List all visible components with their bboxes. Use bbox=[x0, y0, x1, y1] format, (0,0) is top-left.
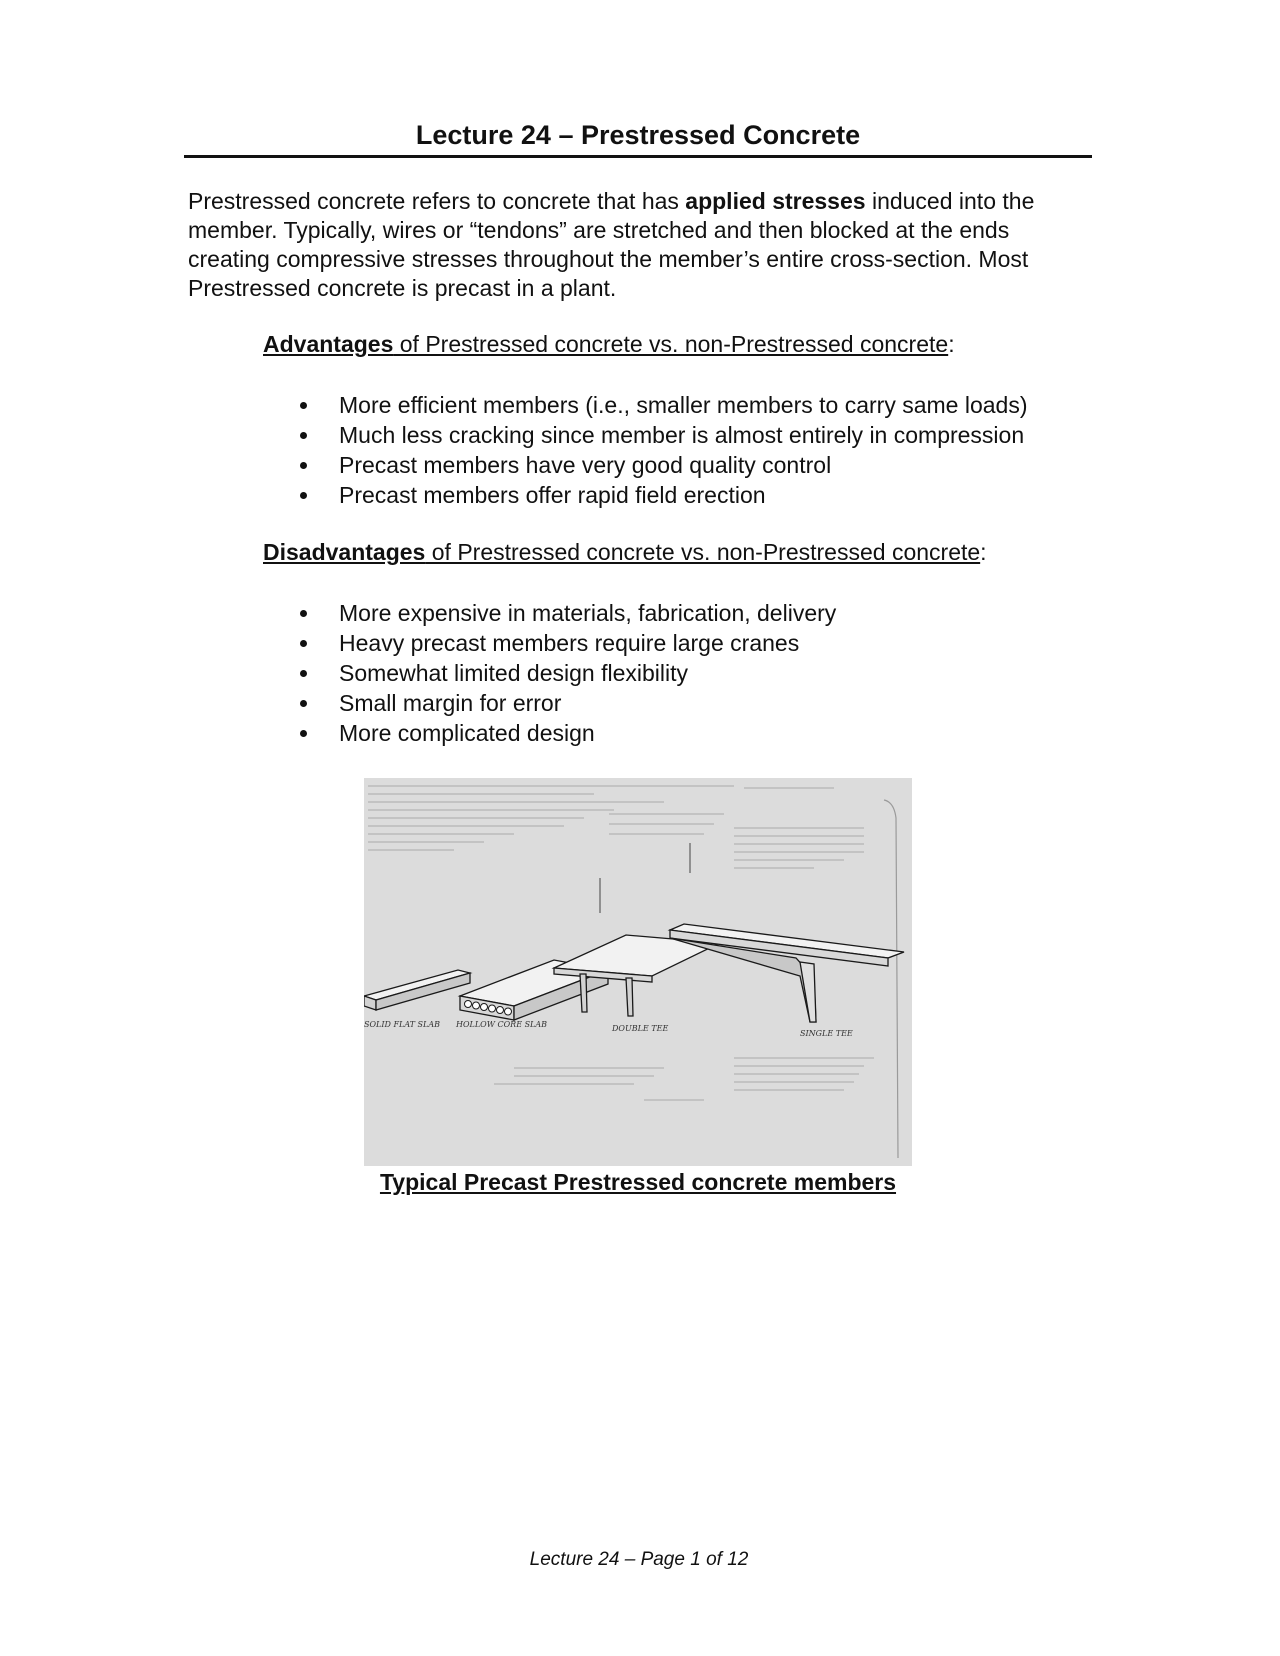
advantage-text: Precast members offer rapid field erection bbox=[339, 482, 766, 508]
bullet-icon bbox=[300, 402, 307, 409]
advantages-heading bbox=[263, 330, 955, 359]
advantage-text: Much less cracking since member is almost entirely in compression bbox=[339, 422, 1025, 448]
list-item bbox=[296, 628, 1116, 658]
list-item bbox=[296, 480, 1116, 510]
page-title: Lecture 24 – Prestressed Concrete bbox=[415, 120, 861, 150]
title-underline bbox=[184, 155, 1092, 158]
list-item bbox=[296, 420, 1116, 450]
bullet-icon bbox=[300, 640, 307, 647]
bullet-icon bbox=[300, 730, 307, 737]
advantages-list bbox=[296, 390, 1116, 510]
advantage-text: More efficient members (i.e., smaller members to carry same loads) bbox=[339, 392, 1028, 418]
disadvantages-heading-colon: : bbox=[980, 539, 987, 565]
intro-bold-term: applied stresses bbox=[685, 188, 866, 214]
disadvantages-heading-rest: of Prestressed concrete vs. non-Prestressed concrete bbox=[425, 539, 981, 565]
bullet-icon bbox=[300, 670, 307, 677]
label-double-tee: DOUBLE TEE bbox=[612, 1024, 669, 1033]
figure-caption: Typical Precast Prestressed concrete members bbox=[379, 1169, 897, 1195]
list-item bbox=[296, 598, 1116, 628]
label-solid-flat-slab: SOLID FLAT SLAB bbox=[364, 1020, 440, 1029]
advantages-heading-rest: of Prestressed concrete vs. non-Prestressed concrete bbox=[393, 331, 949, 357]
list-item bbox=[296, 688, 1116, 718]
list-item bbox=[296, 718, 1116, 748]
bullet-icon bbox=[300, 432, 307, 439]
precast-members-figure bbox=[364, 778, 912, 1166]
page-footer: Lecture 24 – Page 1 of 12 bbox=[529, 1549, 749, 1570]
disadvantage-text: More expensive in materials, fabrication, delivery bbox=[339, 600, 837, 626]
list-item bbox=[296, 390, 1116, 420]
disadvantage-text: Somewhat limited design flexibility bbox=[339, 660, 688, 686]
list-item bbox=[296, 450, 1116, 480]
disadvantages-list bbox=[296, 598, 1116, 748]
disadvantages-heading-lead: Disadvantages bbox=[263, 539, 426, 565]
disadvantages-heading bbox=[263, 538, 987, 567]
bullet-icon bbox=[300, 462, 307, 469]
label-single-tee: SINGLE TEE bbox=[800, 1029, 853, 1038]
advantages-heading-colon: : bbox=[948, 331, 955, 357]
bullet-icon bbox=[300, 492, 307, 499]
disadvantage-text: Heavy precast members require large cranes bbox=[339, 630, 800, 656]
intro-text-end: induced into the member. Typically, wires or “tendons” are stretched and then blocked at the ends creating compressive stresses throughout the member’s entire cross-section. Most Prestressed concrete is precast in a plant. bbox=[188, 188, 1035, 301]
advantages-heading-lead: Advantages bbox=[263, 331, 394, 357]
intro-paragraph bbox=[188, 187, 1088, 303]
bullet-icon bbox=[300, 610, 307, 617]
list-item bbox=[296, 658, 1116, 688]
intro-text-start: Prestressed concrete refers to concrete that has bbox=[188, 188, 686, 214]
advantage-text: Precast members have very good quality control bbox=[339, 452, 832, 478]
disadvantage-text: More complicated design bbox=[339, 720, 595, 746]
label-hollow-core-slab: HOLLOW CORE SLAB bbox=[456, 1020, 548, 1029]
bullet-icon bbox=[300, 700, 307, 707]
disadvantage-text: Small margin for error bbox=[339, 690, 562, 716]
